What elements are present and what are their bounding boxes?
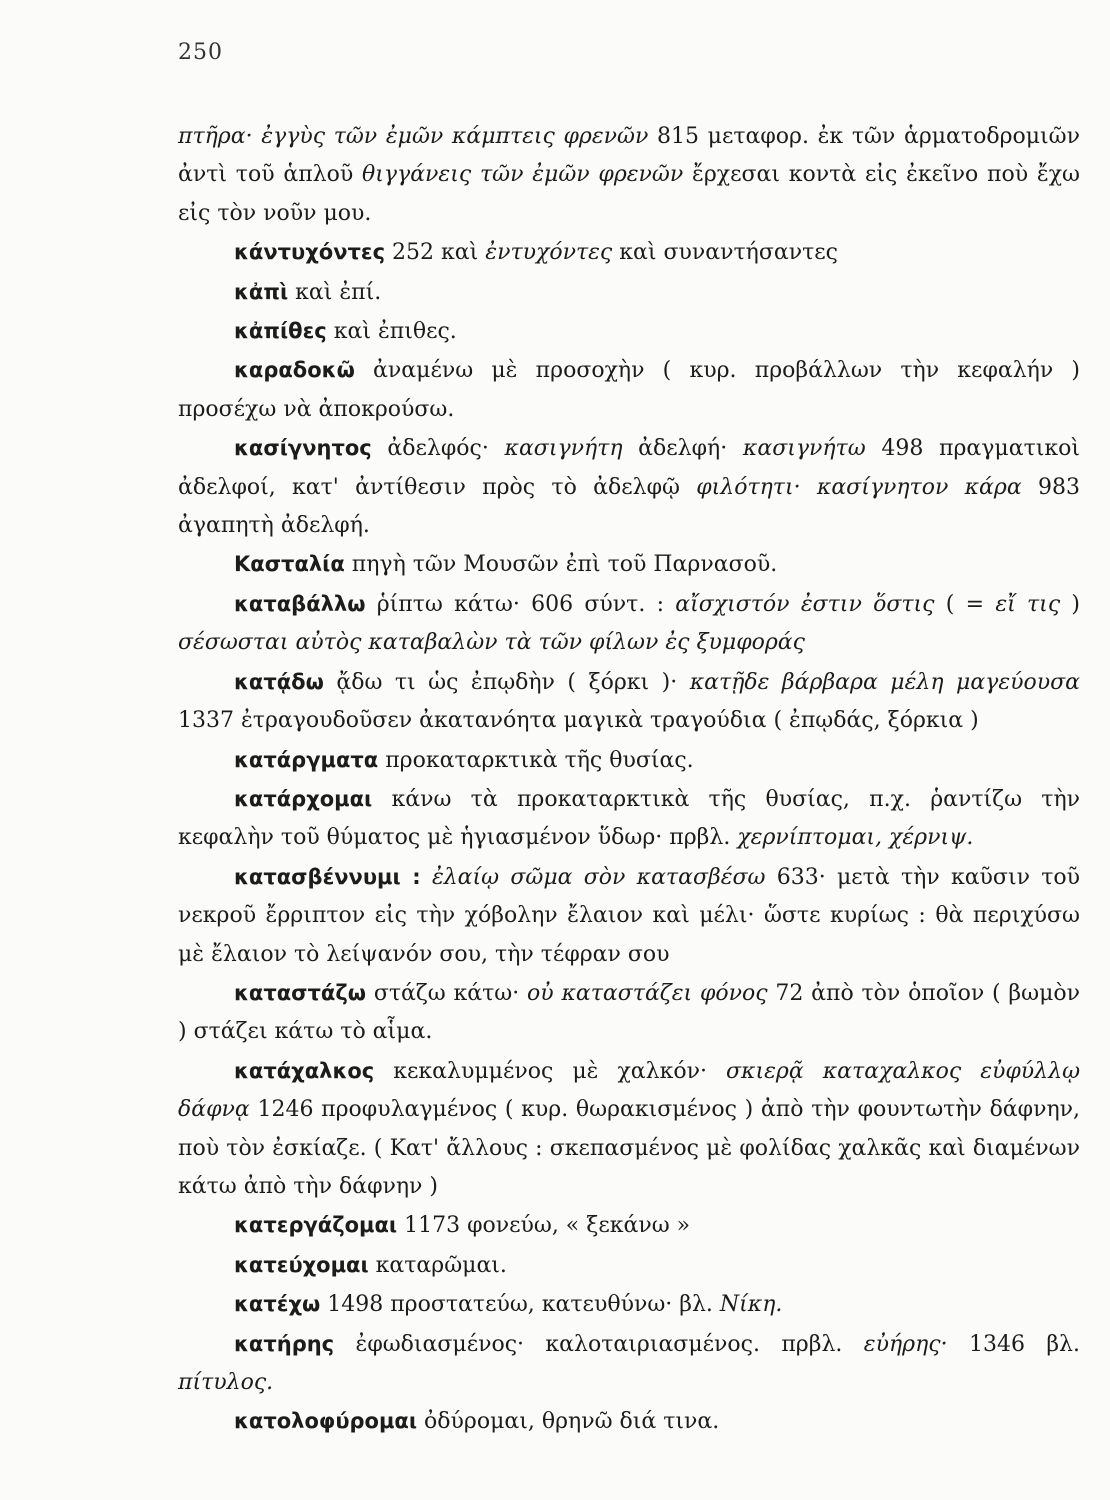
glossary-entry xyxy=(178,429,1080,545)
entry-headword: καραδοκῶ xyxy=(234,358,355,383)
entry-gloss: καταρῶμαι. xyxy=(368,1252,507,1278)
entry-quotation: σκιερᾷ καταχαλκος εὐφύλλῳ δάφνᾳ xyxy=(178,1058,1081,1123)
entry-gloss: 1498 προστατεύω, κατευθύνω· βλ. xyxy=(320,1292,720,1318)
glossary-entry xyxy=(178,858,1080,974)
entry-gloss: 1346 βλ. xyxy=(947,1331,1080,1357)
entry-gloss: κάνω τὰ προκαταρκτικὰ τῆς θυσίας, π.χ. ῥαντίζω τὴν κεφαλὴν τοῦ θύματος μὲ ἡγιασμένον ὕδωρ· πρβλ. xyxy=(178,786,1080,851)
glossary-entry xyxy=(178,273,1080,312)
glossary-entry xyxy=(178,545,1080,584)
entry-headword: καταστάζω xyxy=(234,980,367,1005)
entry-gloss: ) xyxy=(1060,591,1080,617)
glossary-entry xyxy=(178,1052,1080,1207)
glossary-entry xyxy=(178,780,1080,858)
entry-quotation: Νίκη. xyxy=(719,1292,783,1318)
entry-headword: κατάργματα xyxy=(234,747,379,772)
entry-headword: κατάχαλκος xyxy=(234,1058,375,1083)
entry-headword: κατήρης xyxy=(234,1331,335,1356)
entry-quotation: αἴσχιστόν ἐστιν ὅστις xyxy=(675,591,935,617)
entry-gloss: ἀναμένω μὲ προσοχὴν ( κυρ. προβάλλων τὴν κεφαλήν ) προσέχω νὰ ἀποκρούσω. xyxy=(178,358,1080,422)
entry-gloss: ἐφωδιασμένος· καλοταιριασμένος. πρβλ. xyxy=(334,1331,864,1357)
entry-gloss: 252 καὶ xyxy=(385,240,486,266)
entry-headword: κατεύχομαι xyxy=(234,1252,369,1277)
entry-headword: κατέχω xyxy=(234,1292,321,1317)
entry-gloss: κεκαλυμμένος μὲ χαλκόν· xyxy=(374,1058,727,1084)
entry-gloss: 983 ἀγαπητὴ ἀδελφή. xyxy=(178,474,1081,539)
entry-gloss: ἀδελφός· xyxy=(371,436,505,462)
entry-gloss: καὶ συναντήσαντες xyxy=(612,240,838,266)
entry-gloss: 72 ἀπὸ τὸν ὁποῖον ( βωμὸν ) στάζει κάτω τὸ αἷμα. xyxy=(178,980,1081,1045)
entry-headword: κάντυχόντες xyxy=(234,240,386,265)
entry-gloss: ὀδύρομαι, θρηνῶ διά τινα. xyxy=(417,1409,720,1435)
entry-quotation: κασιγνήτη xyxy=(504,436,623,462)
entry-gloss: ( = xyxy=(934,591,996,617)
glossary-entry xyxy=(178,1325,1080,1403)
entry-gloss: καὶ ἐπί. xyxy=(288,279,382,305)
glossary-entry xyxy=(178,663,1080,741)
glossary-entry xyxy=(178,1206,1080,1245)
entry-headword: κατολοφύρομαι xyxy=(234,1409,418,1434)
glossary-entry xyxy=(178,351,1080,429)
entry-headword: κασίγνητος xyxy=(234,436,372,461)
entry-gloss: 1337 ἐτραγουδοῦσεν ἀκατανόητα μαγικὰ τραγούδια ( ἐπῳδάς, ξόρκια ) xyxy=(178,708,979,734)
entry-quotation: εἴ τις xyxy=(995,591,1061,617)
entry-quotation: σέσωσται αὐτὸς καταβαλὼν τὰ τῶν φίλων ἐς ξυμφοράς xyxy=(178,630,805,656)
entry-quotation: πτῆρα· ἐγγὺς τῶν ἐμῶν κάμπτεις φρενῶν xyxy=(178,124,649,149)
entry-headword: Κασταλία xyxy=(234,552,345,577)
entry-continuation xyxy=(178,118,1080,233)
entry-headword: κἀπίθες xyxy=(234,319,327,344)
entry-gloss: ᾄδω τι ὡς ἐπῳδὴν ( ξόρκι )· xyxy=(323,669,690,695)
entry-quotation: ἐντυχόντες xyxy=(485,240,613,266)
entry-quotation: χερνίπτομαι, χέρνιψ. xyxy=(737,825,974,851)
glossary-entry xyxy=(178,974,1080,1052)
entry-gloss: πηγὴ τῶν Μουσῶν ἐπὶ τοῦ Παρνασοῦ. xyxy=(344,552,778,578)
entry-quotation: κασιγνήτω xyxy=(742,436,866,462)
glossary-entry xyxy=(178,233,1080,272)
entry-gloss: καὶ ἐπιθες. xyxy=(326,319,457,345)
entry-headword: κατασβέννυμι : xyxy=(234,864,421,889)
entry-quotation: θιγγάνεις τῶν ἐμῶν φρενῶν xyxy=(362,162,684,188)
glossary-entry xyxy=(178,1402,1080,1441)
entry-headword: κατᾴδω xyxy=(234,669,324,694)
entry-gloss: ἀδελφή· xyxy=(622,436,743,462)
entry-gloss xyxy=(421,865,432,890)
entry-quotation: φιλότητι· κασίγνητον κάρα xyxy=(696,474,1022,500)
entry-gloss: 498 πραγματικοὶ ἀδελφοί, κατ' ἀντίθεσιν πρὸς τὸ ἀδελφῷ xyxy=(178,436,1080,500)
entry-gloss: ἔρχεσαι κοντὰ εἰς ἐκεῖνο ποὺ ἔχω εἰς τὸν νοῦν μου. xyxy=(178,162,1080,226)
glossary-entry xyxy=(178,1285,1080,1324)
entry-quotation: κατῇδε βάρβαρα μέλη μαγεύουσα xyxy=(689,669,1080,695)
entry-gloss: στάζω κάτω· xyxy=(366,980,528,1006)
entry-headword: κατεργάζομαι xyxy=(234,1213,398,1238)
glossary-entry xyxy=(178,1246,1080,1285)
entry-headword: κατάρχομαι xyxy=(234,786,373,811)
entry-gloss: 1246 προφυλαγμένος ( κυρ. θωρακισμένος ) ἀπὸ τὴν φουντωτὴν δάφνην, ποὺ τὸν ἐσκίαζε. ( Κατ' ἄλλους : σκεπασμένος μὲ φολίδας χαλκᾶς καὶ διαμένων κάτω ἀπὸ τὴν δάφνην ) xyxy=(178,1097,1080,1199)
glossary-entries xyxy=(178,118,1080,1442)
entry-headword: κἀπὶ xyxy=(234,279,289,304)
entry-quotation: ἐλαίῳ σῶμα σὸν κατασβέσω xyxy=(431,864,766,890)
entry-gloss: 815 μεταφορ. ἐκ τῶν ἁρματοδρομιῶν ἀντὶ τοῦ ἁπλοῦ xyxy=(178,124,1080,188)
entry-gloss: 633· μετὰ τὴν καῦσιν τοῦ νεκροῦ ἔρριπτον εἰς τὴν χόβολην ἔλαιον καὶ μέλι· ὥστε κυρίως : θὰ περιχύσω μὲ ἔλαιον τὸ λείψανόν σου, τὴν τέφραν σου xyxy=(178,864,1081,967)
glossary-entry xyxy=(178,312,1080,351)
entry-gloss: προκαταρκτικὰ τῆς θυσίας. xyxy=(378,747,694,773)
glossary-entry xyxy=(178,741,1080,780)
glossary-entry xyxy=(178,585,1080,663)
entry-quotation: εὐήρης· xyxy=(863,1331,948,1357)
entry-gloss: ῥίπτω κάτω· 606 σύντ. : xyxy=(365,591,676,617)
entry-headword: καταβάλλω xyxy=(234,591,366,616)
entry-gloss: 1173 φονεύω, « ξεκάνω » xyxy=(397,1213,691,1239)
page-number: 250 xyxy=(178,40,223,65)
entry-quotation: πίτυλος. xyxy=(178,1370,274,1395)
entry-quotation: οὐ καταστάζει φόνος xyxy=(527,980,768,1006)
